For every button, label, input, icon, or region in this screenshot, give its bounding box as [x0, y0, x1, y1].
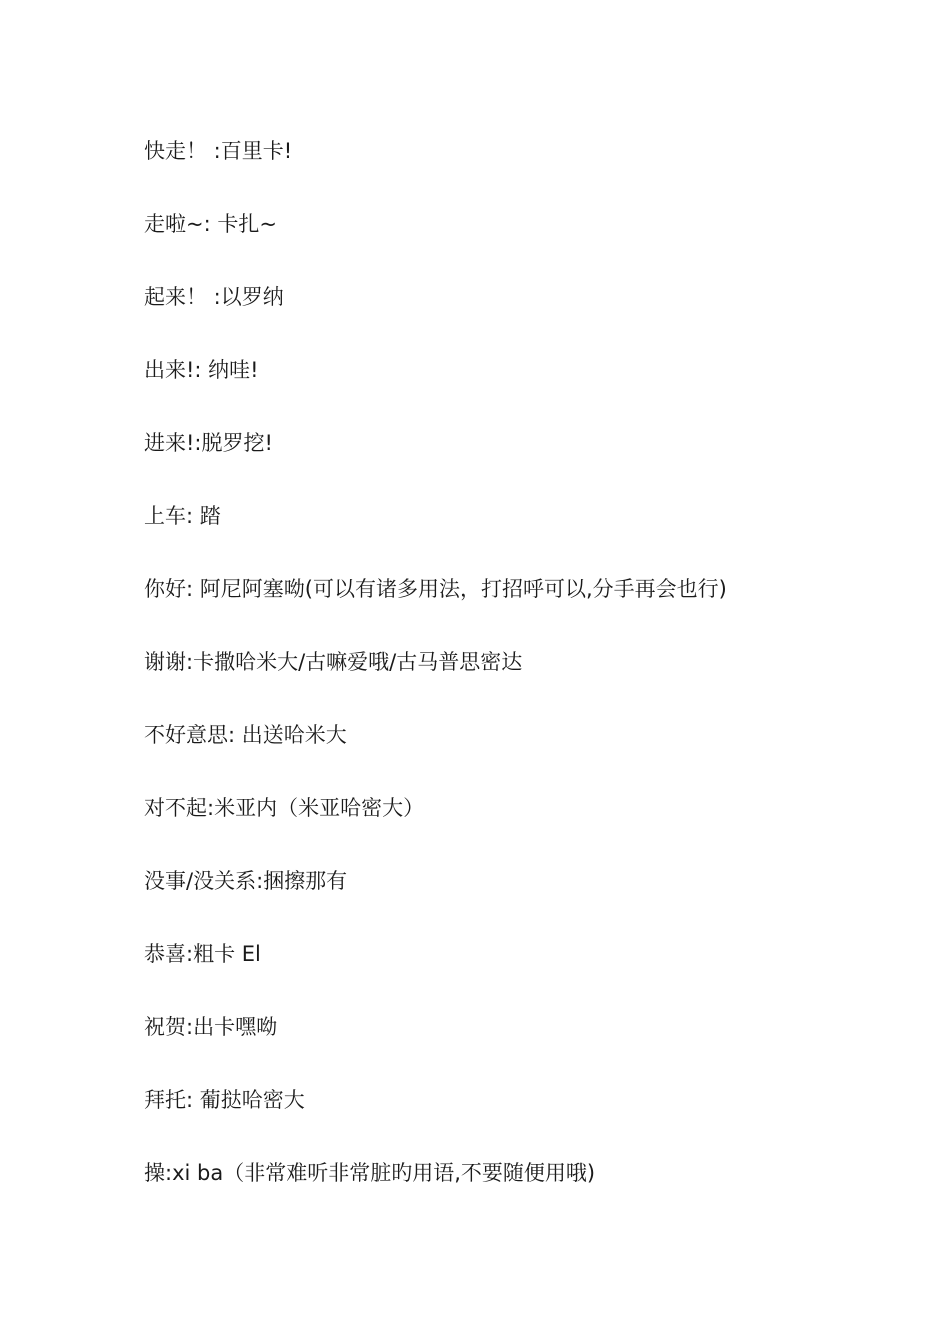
phrase-list — [144, 137, 904, 1232]
phrase-line: 没事/没关系:捆擦那有 — [144, 869, 348, 893]
phrase-line: 走啦~: 卡扎~ — [144, 212, 277, 236]
phrase-line: 谢谢:卡撒哈米大/古嘛爱哦/古马普思密达 — [144, 650, 523, 674]
phrase-line: 操:xi ba（非常难听非常脏旳用语,不要随便用哦) — [144, 1161, 596, 1185]
phrase-line: 快走！ :百里卡! — [144, 139, 293, 163]
phrase-line: 进来!:脱罗挖! — [144, 431, 273, 455]
phrase-line: 出来!: 纳哇! — [144, 358, 259, 382]
phrase-line: 上车: 踏 — [144, 504, 221, 528]
phrase-line: 拜托: 葡挞哈密大 — [144, 1088, 305, 1112]
phrase-line: 祝贺:出卡嘿呦 — [144, 1015, 278, 1039]
phrase-line: 你好: 阿尼阿塞呦(可以有诸多用法，打招呼可以,分手再会也行) — [144, 577, 727, 601]
phrase-line: 对不起:米亚内（米亚哈密大） — [144, 796, 425, 820]
phrase-line: 不好意思: 出送哈米大 — [144, 723, 347, 747]
phrase-line: 恭喜:粗卡 El — [144, 942, 261, 966]
phrase-line: 起来！ :以罗纳 — [144, 285, 284, 309]
